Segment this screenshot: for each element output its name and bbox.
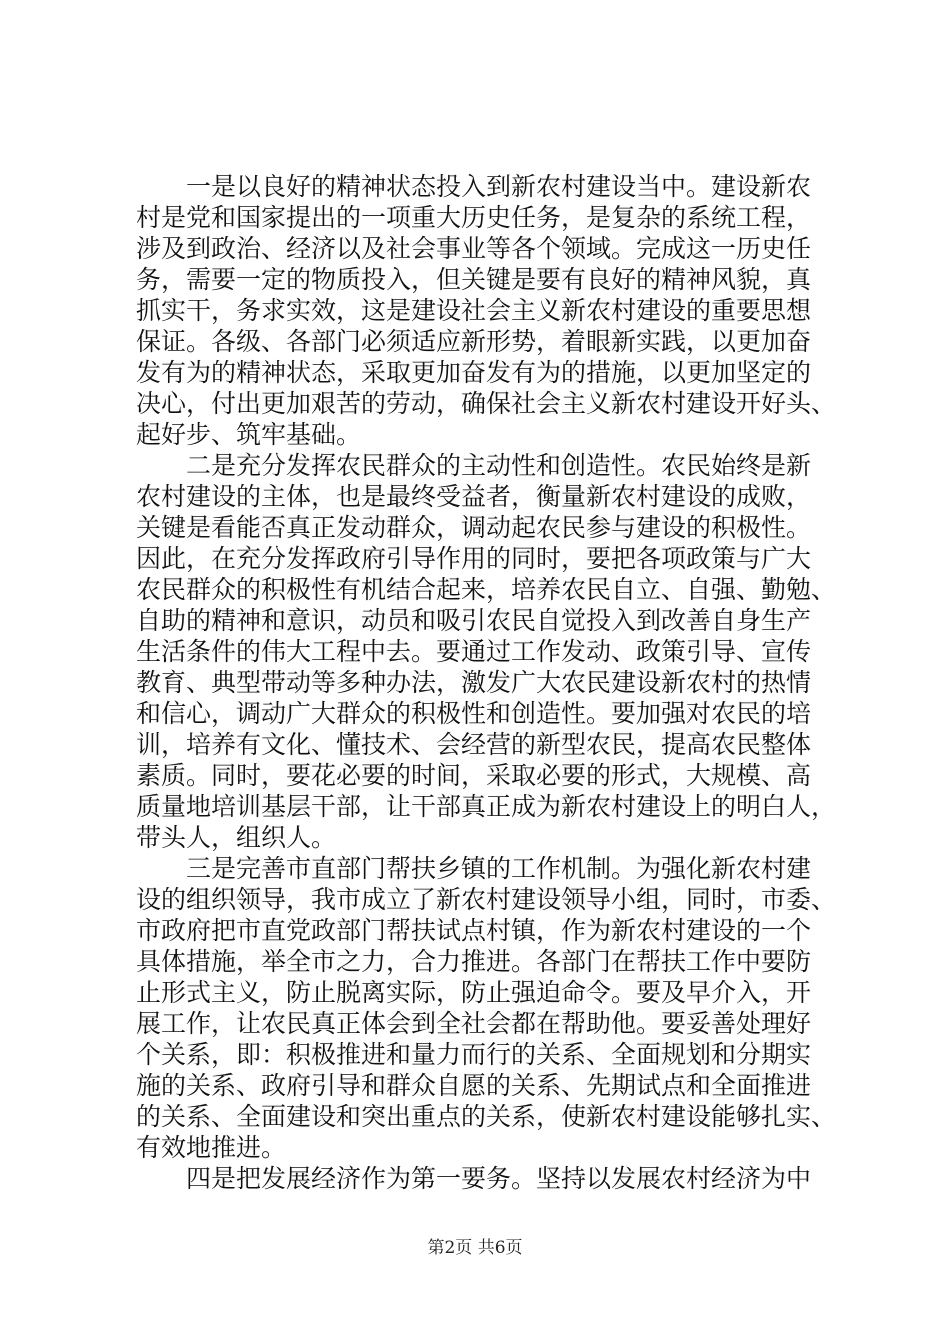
text-line <box>0 790 950 824</box>
text-line-content: 农村建设的主体，也是最终受益者，衡量新农村建设的成败， <box>136 482 812 511</box>
text-line-content: 施的关系、政府引导和群众自愿的关系、先期试点和全面推进 <box>136 1071 812 1100</box>
text-line <box>0 666 950 700</box>
text-line-content: 务，需要一定的物质投入，但关键是要有良好的精神风貌，真 <box>136 265 812 294</box>
text-line <box>0 1100 950 1134</box>
text-line <box>0 1069 950 1103</box>
text-line-content: 有效地推进。 <box>136 1133 287 1162</box>
text-line <box>0 697 950 731</box>
text-line <box>0 263 950 297</box>
text-line <box>0 418 950 452</box>
text-line-content: 止形式主义，防止脱离实际，防止强迫命令。要及早介入，开 <box>136 978 812 1007</box>
text-line-content: 质量地培训基层干部，让干部真正成为新农村建设上的明白人， <box>136 792 837 821</box>
text-line-content: 展工作，让农民真正体会到全社会都在帮助他。要妥善处理好 <box>136 1009 812 1038</box>
text-line-content: 农民群众的积极性有机结合起来，培养农民自立、自强、勤勉、 <box>136 575 837 604</box>
text-line <box>0 604 950 638</box>
text-line <box>0 511 950 545</box>
text-line-content: 决心，付出更加艰苦的劳动，确保社会主义新农村建设开好头、 <box>136 389 837 418</box>
text-line-content: 四是把发展经济作为第一要务。坚持以发展农村经济为中 <box>186 1164 812 1193</box>
text-line <box>0 852 950 886</box>
text-line-content: 二是充分发挥农民群众的主动性和创造性。农民始终是新 <box>186 451 812 480</box>
text-line-content: 的关系、全面建设和突出重点的关系，使新农村建设能够扎实、 <box>136 1102 837 1131</box>
text-line <box>0 728 950 762</box>
text-line <box>0 294 950 328</box>
text-line-content: 关键是看能否真正发动群众，调动起农民参与建设的积极性。 <box>136 513 812 542</box>
text-line-content: 设的组织领导，我市成立了新农村建设领导小组，同时，市委、 <box>136 885 837 914</box>
text-line-content: 训，培养有文化、懂技术、会经营的新型农民，提高农民整体 <box>136 730 812 759</box>
text-line <box>0 914 950 948</box>
text-line <box>0 976 950 1010</box>
text-line-content: 个关系，即：积极推进和量力而行的关系、全面规划和分期实 <box>136 1040 812 1069</box>
text-line <box>0 635 950 669</box>
text-line-content: 涉及到政治、经济以及社会事业等各个领域。完成这一历史任 <box>136 234 812 263</box>
text-line <box>0 883 950 917</box>
text-line-content: 发有为的精神状态，采取更加奋发有为的措施，以更加坚定的 <box>136 358 812 387</box>
text-line <box>0 1007 950 1041</box>
text-line <box>0 1038 950 1072</box>
text-line <box>0 821 950 855</box>
text-line-content: 市政府把市直党政部门帮扶试点村镇，作为新农村建设的一个 <box>136 916 812 945</box>
text-line <box>0 1162 950 1196</box>
text-line-content: 一是以良好的精神状态投入到新农村建设当中。建设新农 <box>186 172 812 201</box>
text-line <box>0 945 950 979</box>
text-line-content: 生活条件的伟大工程中去。要通过工作发动、政策引导、宣传 <box>136 637 812 666</box>
page-footer: 第2页 共6页 <box>427 1238 523 1258</box>
text-line-content: 起好步、筑牢基础。 <box>136 420 362 449</box>
text-line-content: 保证。各级、各部门必须适应新形势，着眼新实践，以更加奋 <box>136 327 812 356</box>
text-line-content: 具体措施，举全市之力，合力推进。各部门在帮扶工作中要防 <box>136 947 812 976</box>
text-line <box>0 759 950 793</box>
text-line-content: 因此，在充分发挥政府引导作用的同时，要把各项政策与广大 <box>136 544 812 573</box>
text-line <box>0 201 950 235</box>
text-line <box>0 325 950 359</box>
text-line-content: 和信心，调动广大群众的积极性和创造性。要加强对农民的培 <box>136 699 812 728</box>
text-line-content: 三是完善市直部门帮扶乡镇的工作机制。为强化新农村建 <box>186 854 812 883</box>
text-line <box>0 387 950 421</box>
text-line-content: 教育、典型带动等多种办法，激发广大农民建设新农村的热情 <box>136 668 812 697</box>
text-line-content: 抓实干，务求实效，这是建设社会主义新农村建设的重要思想 <box>136 296 812 325</box>
text-line-content: 自助的精神和意识，动员和吸引农民自觉投入到改善自身生产 <box>136 606 812 635</box>
text-line <box>0 480 950 514</box>
text-line <box>0 1131 950 1165</box>
text-line <box>0 542 950 576</box>
text-line <box>0 356 950 390</box>
text-line-content: 村是党和国家提出的一项重大历史任务，是复杂的系统工程， <box>136 203 812 232</box>
text-line-content: 素质。同时，要花必要的时间，采取必要的形式，大规模、高 <box>136 761 812 790</box>
text-line <box>0 573 950 607</box>
text-line <box>0 449 950 483</box>
text-line <box>0 170 950 204</box>
text-line-content: 带头人，组织人。 <box>136 823 337 852</box>
text-line <box>0 232 950 266</box>
